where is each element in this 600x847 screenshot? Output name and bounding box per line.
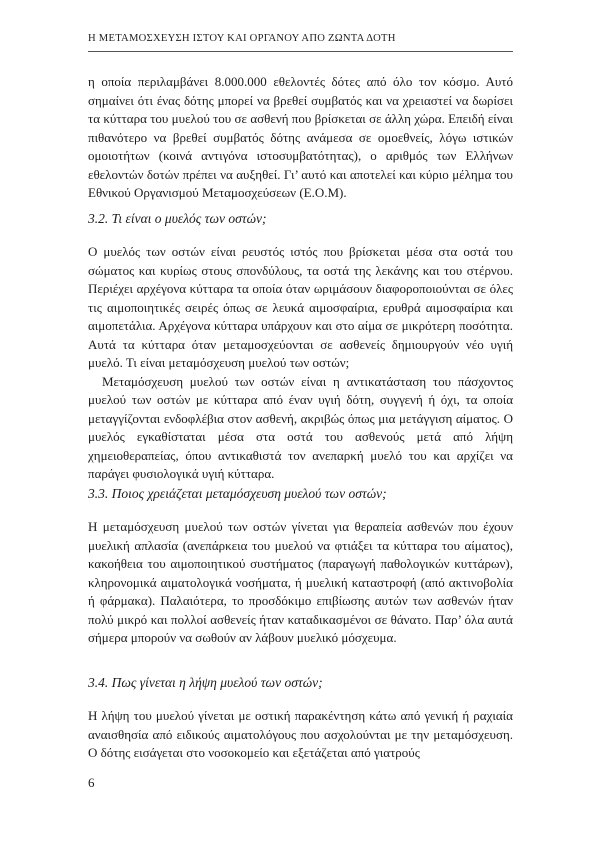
section-3-2-paragraph-2: Μεταμόσχευση μυελού των οστών είναι η αντικατάσταση του πάσχοντος μυελού των οστών με κύτταρα από έναν υγιή δότη, συγγενή ή όχι, τα οποία μεταγγίζονται ενδοφλέβια στον ασθενή, ακριβώς όπως μια μετάγγιση αίματος. Ο μυελός εγκαθίσταται μέσα στα οστά του ασθενούς μετά από λήψη χημειοθεραπείας, όπου αντικαθιστά τον ανεπαρκή μυελό του και αρχίζει να παράγει φυσιολογικά υγιή κύτταρα. bbox=[88, 373, 513, 481]
section-3-4-paragraph-1: Η λήψη του μυελού γίνεται με οστική παρακέντηση κάτω από γενική ή ραχιαία αναισθησία από ειδικούς αιματολόγους που ασχολούνται με την μεταμόσχευση. Ο δότης εισάγεται στο νοσοκομείο και εξετάζεται από γιατρούς bbox=[88, 708, 513, 760]
intro-text-block bbox=[88, 73, 513, 203]
section-3-2-paragraph-1: Ο μυελός των οστών είναι ρευστός ιστός που βρίσκεται μέσα στα οστά του σώματος και κυρίως στους σπονδύλους, τα οστά της λεκάνης και του στέρνου. Περιέχει αρχέγονα κύτταρα τα οποία όταν ωριμάσουν διαφοροποιούνται σε όλες τις αιμοποιητικές σειρές όπως σε λευκά αιμοσφαίρια, ερυθρά αιμοσφαίρια και αιμοπετάλια. Αρχέγονα κύτταρα υπάρχουν και στο αίμα σε μικρότερη ποσότητα. Αυτά τα κύτταρα όταν μεταμοσχεύονται σε ασθενείς δημιουργούν νέο υγιή μυελό. Τι είναι μεταμόσχευση μυελού των οστών; bbox=[88, 244, 513, 370]
running-head: Η ΜΕΤΑΜΟΣΧΕΥΣΗ ΙΣΤΟΥ ΚΑΙ ΟΡΓΑΝΟΥ ΑΠΟ ΖΩΝΤΑ ΔΟΤΗ bbox=[88, 33, 396, 44]
section-3-4-body bbox=[88, 707, 513, 763]
section-heading-3-4: 3.4. Πως γίνεται η λήψη μυελού των οστών; bbox=[88, 675, 323, 690]
section-heading-3-2: 3.2. Τι είναι ο μυελός των οστών; bbox=[88, 211, 267, 226]
page-number: 6 bbox=[88, 775, 95, 790]
book-page bbox=[88, 0, 513, 847]
section-3-2-body bbox=[88, 243, 513, 484]
intro-paragraph: η οποία περιλαμβάνει 8.000.000 εθελοντές δότες από όλο τον κόσμο. Αυτό σημαίνει ότι ένας δότης μπορεί να βρεθεί συμβατός και να χρειαστεί να δωρίσει τα κύτταρα του μυελού του σε ασθενή που βρίσκεται σε άλλη χώρα. Επειδή είναι πιθανότερο να βρεθεί συμβατός δότης ανάμεσα σε ομοεθνείς, λόγω ιστικών ομοιοτήτων (κοινά αντιγόνα ιστοσυμβατότητας), ο αριθμός των Ελλήνων εθελοντών δοτών πρέπει να αυξηθεί. Γι’ αυτό και αποτελεί και κύριο μέλημα του Εθνικού Οργανισμού Μεταμοσχεύσεων (Ε.Ο.Μ). bbox=[88, 74, 513, 200]
section-heading-3-3: 3.3. Ποιος χρειάζεται μεταμόσχευση μυελού των οστών; bbox=[88, 486, 387, 501]
header-divider bbox=[88, 51, 513, 52]
section-3-3-paragraph-1: Η μεταμόσχευση μυελού των οστών γίνεται για θεραπεία ασθενών που έχουν μυελική απλασία (ανεπάρκεια του μυελού να φτιάξει τα κύτταρα του αίματος), κακοήθεια του αιμοποιητικού συστήματος (παραγωγή παθολογικών κυττάρων), κληρονομικά αιματολογικά νοσήματα, ή μυελική καταστροφή (από ακτινοβολία ή φάρμακα). Παλαιότερα, το προσδόκιμο επιβίωσης αυτών των ασθενών ήταν πολύ μικρό και πολλοί ασθενείς ήταν καταδικασμένοι σε θάνατο. Παρ’ όλα αυτά σήμερα μπορούν να σωθούν αν λάβουν μυελικό μόσχευμα. bbox=[88, 519, 513, 645]
section-3-3-body bbox=[88, 518, 513, 648]
